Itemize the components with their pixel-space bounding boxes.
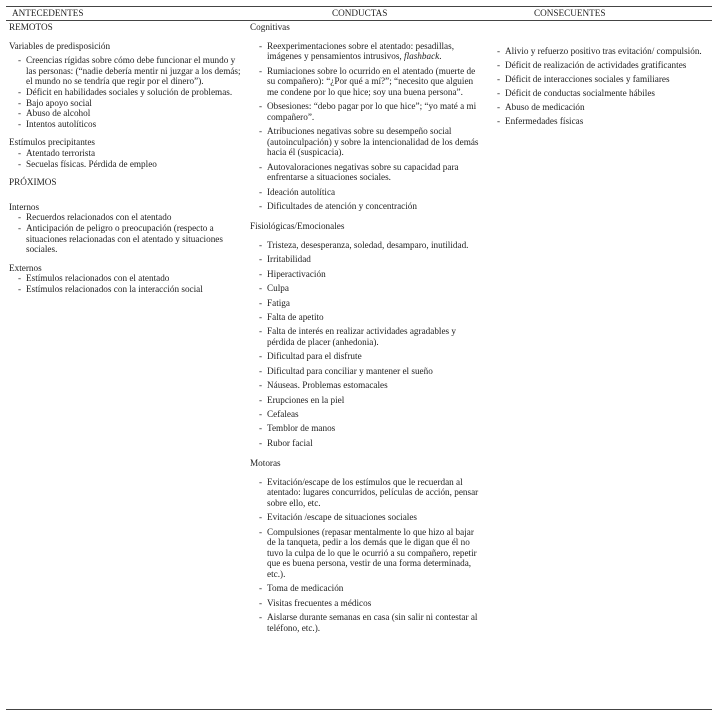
list-item: - Irritabilidad [259,254,311,265]
list-item: - Estímulos relacionados con la interacción social [18,283,203,294]
list-item: - Abuso de medicación [497,101,585,112]
list-item: - Recuerdos relacionados con el atentado [18,212,172,223]
list-item: - Rumiaciones sobre lo ocurrido en el atentado (muerte de su compañero): “¿Por qué a mí?”; “necesito que alguien me condene por lo que hice; soy una buena persona”. [259,65,476,97]
list-item: - Bajo apoyo social [18,97,92,108]
list-item: - Fatiga [259,297,290,308]
predisposicion-title: Variables de predisposición [9,40,111,51]
list-item: - Visitas frecuentes a médicos [259,597,372,608]
list-item: - Creencias rígidas sobre cómo debe funcionar el mundo y las personas: (“nadie debería mentir ni juzgar a los demás; el mundo no se tendría que regir por el dinero”). [18,55,241,87]
list-item: - Déficit de conductas socialmente hábiles [497,87,656,98]
list-item: - Secuelas físicas. Pérdida de empleo [18,158,157,169]
externos-title: Externos [9,262,42,273]
header-antecedentes: ANTECEDENTES [12,8,84,18]
list-item: - Ideación autolítica [259,186,336,197]
list-item: - Déficit de realización de actividades gratificantes [497,59,687,70]
header-consecuentes: CONSECUENTES [534,8,606,18]
list-item: - Déficit en habilidades sociales y solución de problemas. [18,86,233,97]
precipitantes-list [9,148,247,169]
list-item: - Obsesiones: “debo pagar por lo que hice”; “yo maté a mi compañero”. [259,101,477,122]
list-item: - Enfermedades físicas [497,115,584,126]
list-item: - Reexperimentaciones sobre el atentado: pesadillas, imágenes y pensamientos intrusivos, flashback. [259,40,454,62]
antecedentes-column [9,22,247,294]
list-item: - Estímulos relacionados con el atentado [18,273,170,284]
list-item: - Dificultad para conciliar y mantener el sueño [259,365,433,376]
list-item: - Anticipación de peligro o preocupación (respecto a situaciones relacionadas con el atentado y situaciones sociales. [18,222,223,255]
list-item: - Déficit de interacciones sociales y familiares [497,73,670,84]
list-item: - Rubor facial [259,437,313,448]
list-item: - Tristeza, desesperanza, soledad, desamparo, inutilidad. [259,240,469,251]
list-item: - Evitación /escape de situaciones sociales [259,512,418,523]
externos-list [9,273,247,294]
motoras-title: Motoras [250,458,281,469]
motoras-list [250,477,484,634]
list-item: - Intentos autolíticos [18,118,97,129]
internos-title: Internos [9,201,40,212]
consecuentes-list [488,46,712,127]
header-conductas: CONDUCTAS [332,8,388,18]
list-item: - Culpa [259,283,289,294]
cognitivas-list [250,41,484,212]
conductas-column [250,22,484,637]
proximos-title: PRÓXIMOS [9,177,57,188]
list-item: - Atentado terrorista [18,147,96,158]
list-item: - Compulsiones (repasar mentalmente lo que hizo al bajar de la tanqueta, pedir a los demás que le digan que él no tuvo la culpa de lo que le ocurrió a su compañero, repetir que es buena persona, vestir de una forma determinada, etc.). [259,526,477,580]
fisiologicas-list [250,240,484,448]
list-item: - Cefaleas [259,408,299,419]
predisposicion-list [9,55,247,129]
table-bottom-rule [6,709,712,710]
internos-list [9,212,247,254]
list-item: - Dificultad para el disfrute [259,351,362,362]
cognitivas-title: Cognitivas [250,22,290,32]
list-item: - Alivio y refuerzo positivo tras evitación/ compulsión. [497,46,702,56]
list-item: - Toma de medicación [259,583,344,594]
list-item: - Evitación/escape de los estímulos que le recuerdan al atentado: lugares concurridos, películas de acción, pensar sobre ello, etc. [259,476,479,508]
list-item: - Falta de interés en realizar actividades agradables y pérdida de placer (anhedonia). [259,326,457,348]
list-item: - Erupciones en la piel [259,394,345,405]
list-item: - Hiperactivación [259,268,326,279]
precipitantes-title: Estímulos precipitantes [9,137,95,148]
remotos-title: REMOTOS [9,22,53,32]
list-item: - Atribuciones negativas sobre su desempeño social (autoinculpación) y sobre la intencionalidad de los demás hacia él (suspicacia). [259,126,479,158]
list-item: - Náuseas. Problemas estomacales [259,380,388,391]
list-item: - Aislarse durante semanas en casa (sin salir ni contestar al teléfono, etc.). [259,612,478,633]
consecuentes-column [488,22,712,130]
list-item: - Falta de apetito [259,312,324,323]
list-item: - Abuso de alcohol [18,108,91,119]
list-item: - Autovaloraciones negativas sobre su capacidad para enfrentarse a situaciones sociales. [259,161,459,183]
table-header-row [6,6,712,21]
list-item: - Temblor de manos [259,423,336,434]
list-item: - Dificultades de atención y concentración [259,201,417,212]
fisiologicas-title: Fisiológicas/Emocionales [250,221,345,232]
